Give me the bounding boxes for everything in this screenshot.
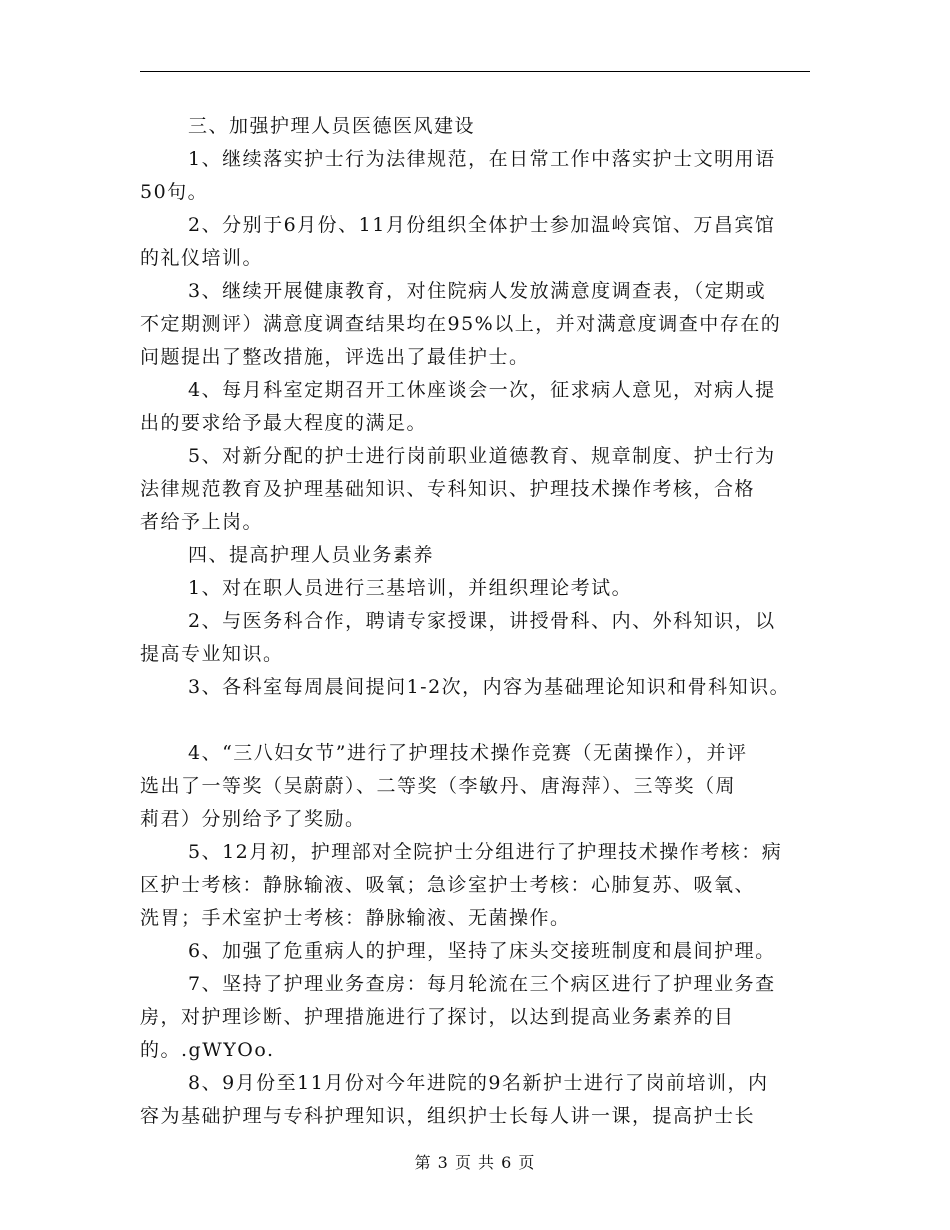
paragraph-line: 的礼仪培训。 <box>140 247 264 269</box>
paragraph-line: 1、对在职人员进行三基培训，并组织理论考试。 <box>188 577 633 599</box>
paragraph-line: 出的要求给予最大程度的满足。 <box>140 412 428 434</box>
paragraph-line: 1、继续落实护士行为法律规范，在日常工作中落实护士文明用语 <box>188 148 776 170</box>
section-heading: 四、提高护理人员业务素养 <box>188 544 435 566</box>
paragraph-line: 3、各科室每周晨间提问1-2次，内容为基础理论知识和骨科知识。 <box>188 676 791 698</box>
paragraph-line: 3、继续开展健康教育，对住院病人发放满意度调查表，（定期或 <box>188 280 767 302</box>
paragraph-line: 房，对护理诊断、护理措施进行了探讨，以达到提高业务素养的目 <box>140 1006 735 1028</box>
page-footer: 第 3 页 共 6 页 <box>414 1153 536 1172</box>
section-heading: 三、加强护理人员医德医风建设 <box>188 115 476 137</box>
document-body <box>140 110 825 1133</box>
paragraph-line: 5、12月初，护理部对全院护士分组进行了护理技术操作考核：病 <box>188 841 783 863</box>
paragraph-line: 问题提出了整改措施，评选出了最佳护士。 <box>140 346 530 368</box>
paragraph-line: 区护士考核：静脉输液、吸氧；急诊室护士考核：心肺复苏、吸氧、 <box>140 874 756 896</box>
paragraph-line: 的。.gWYOo. <box>140 1039 275 1061</box>
paragraph-line: 6、加强了危重病人的护理，坚持了床头交接班制度和晨间护理。 <box>188 940 776 962</box>
paragraph-line: 7、坚持了护理业务查房：每月轮流在三个病区进行了护理业务查 <box>188 973 776 995</box>
paragraph-line: 4、每月科室定期召开工休座谈会一次，征求病人意见，对病人提 <box>188 379 776 401</box>
paragraph-line: 者给予上岗。 <box>140 511 264 533</box>
paragraph-line: 50句。 <box>140 181 209 203</box>
paragraph-line: 4、“三八妇女节”进行了护理技术操作竞赛（无菌操作），并评 <box>188 742 748 764</box>
header-rule <box>140 71 810 72</box>
paragraph-line: 8、9月份至11月份对今年进院的9名新护士进行了岗前培训，内 <box>188 1072 769 1094</box>
paragraph-line: 2、分别于6月份、11月份组织全体护士参加温岭宾馆、万昌宾馆 <box>188 214 776 236</box>
paragraph-line: 2、与医务科合作，聘请专家授课，讲授骨科、内、外科知识，以 <box>188 610 776 632</box>
paragraph-line: 法律规范教育及护理基础知识、专科知识、护理技术操作考核，合格 <box>140 478 756 500</box>
paragraph-line: 选出了一等奖（吴蔚蔚）、二等奖（李敏丹、唐海萍）、三等奖（周 <box>140 775 737 797</box>
paragraph-line: 容为基础护理与专科护理知识，组织护士长每人讲一课，提高护士长 <box>140 1105 756 1127</box>
paragraph-line: 提高专业知识。 <box>140 643 284 665</box>
blank-line <box>140 704 825 737</box>
paragraph-line: 不定期测评）满意度调查结果均在95%以上，并对满意度调查中存在的 <box>140 313 782 335</box>
paragraph-line: 5、对新分配的护士进行岗前职业道德教育、规章制度、护士行为 <box>188 445 776 467</box>
paragraph-line: 洗胃；手术室护士考核：静脉输液、无菌操作。 <box>140 907 571 929</box>
paragraph-line: 莉君）分别给予了奖励。 <box>140 808 366 830</box>
